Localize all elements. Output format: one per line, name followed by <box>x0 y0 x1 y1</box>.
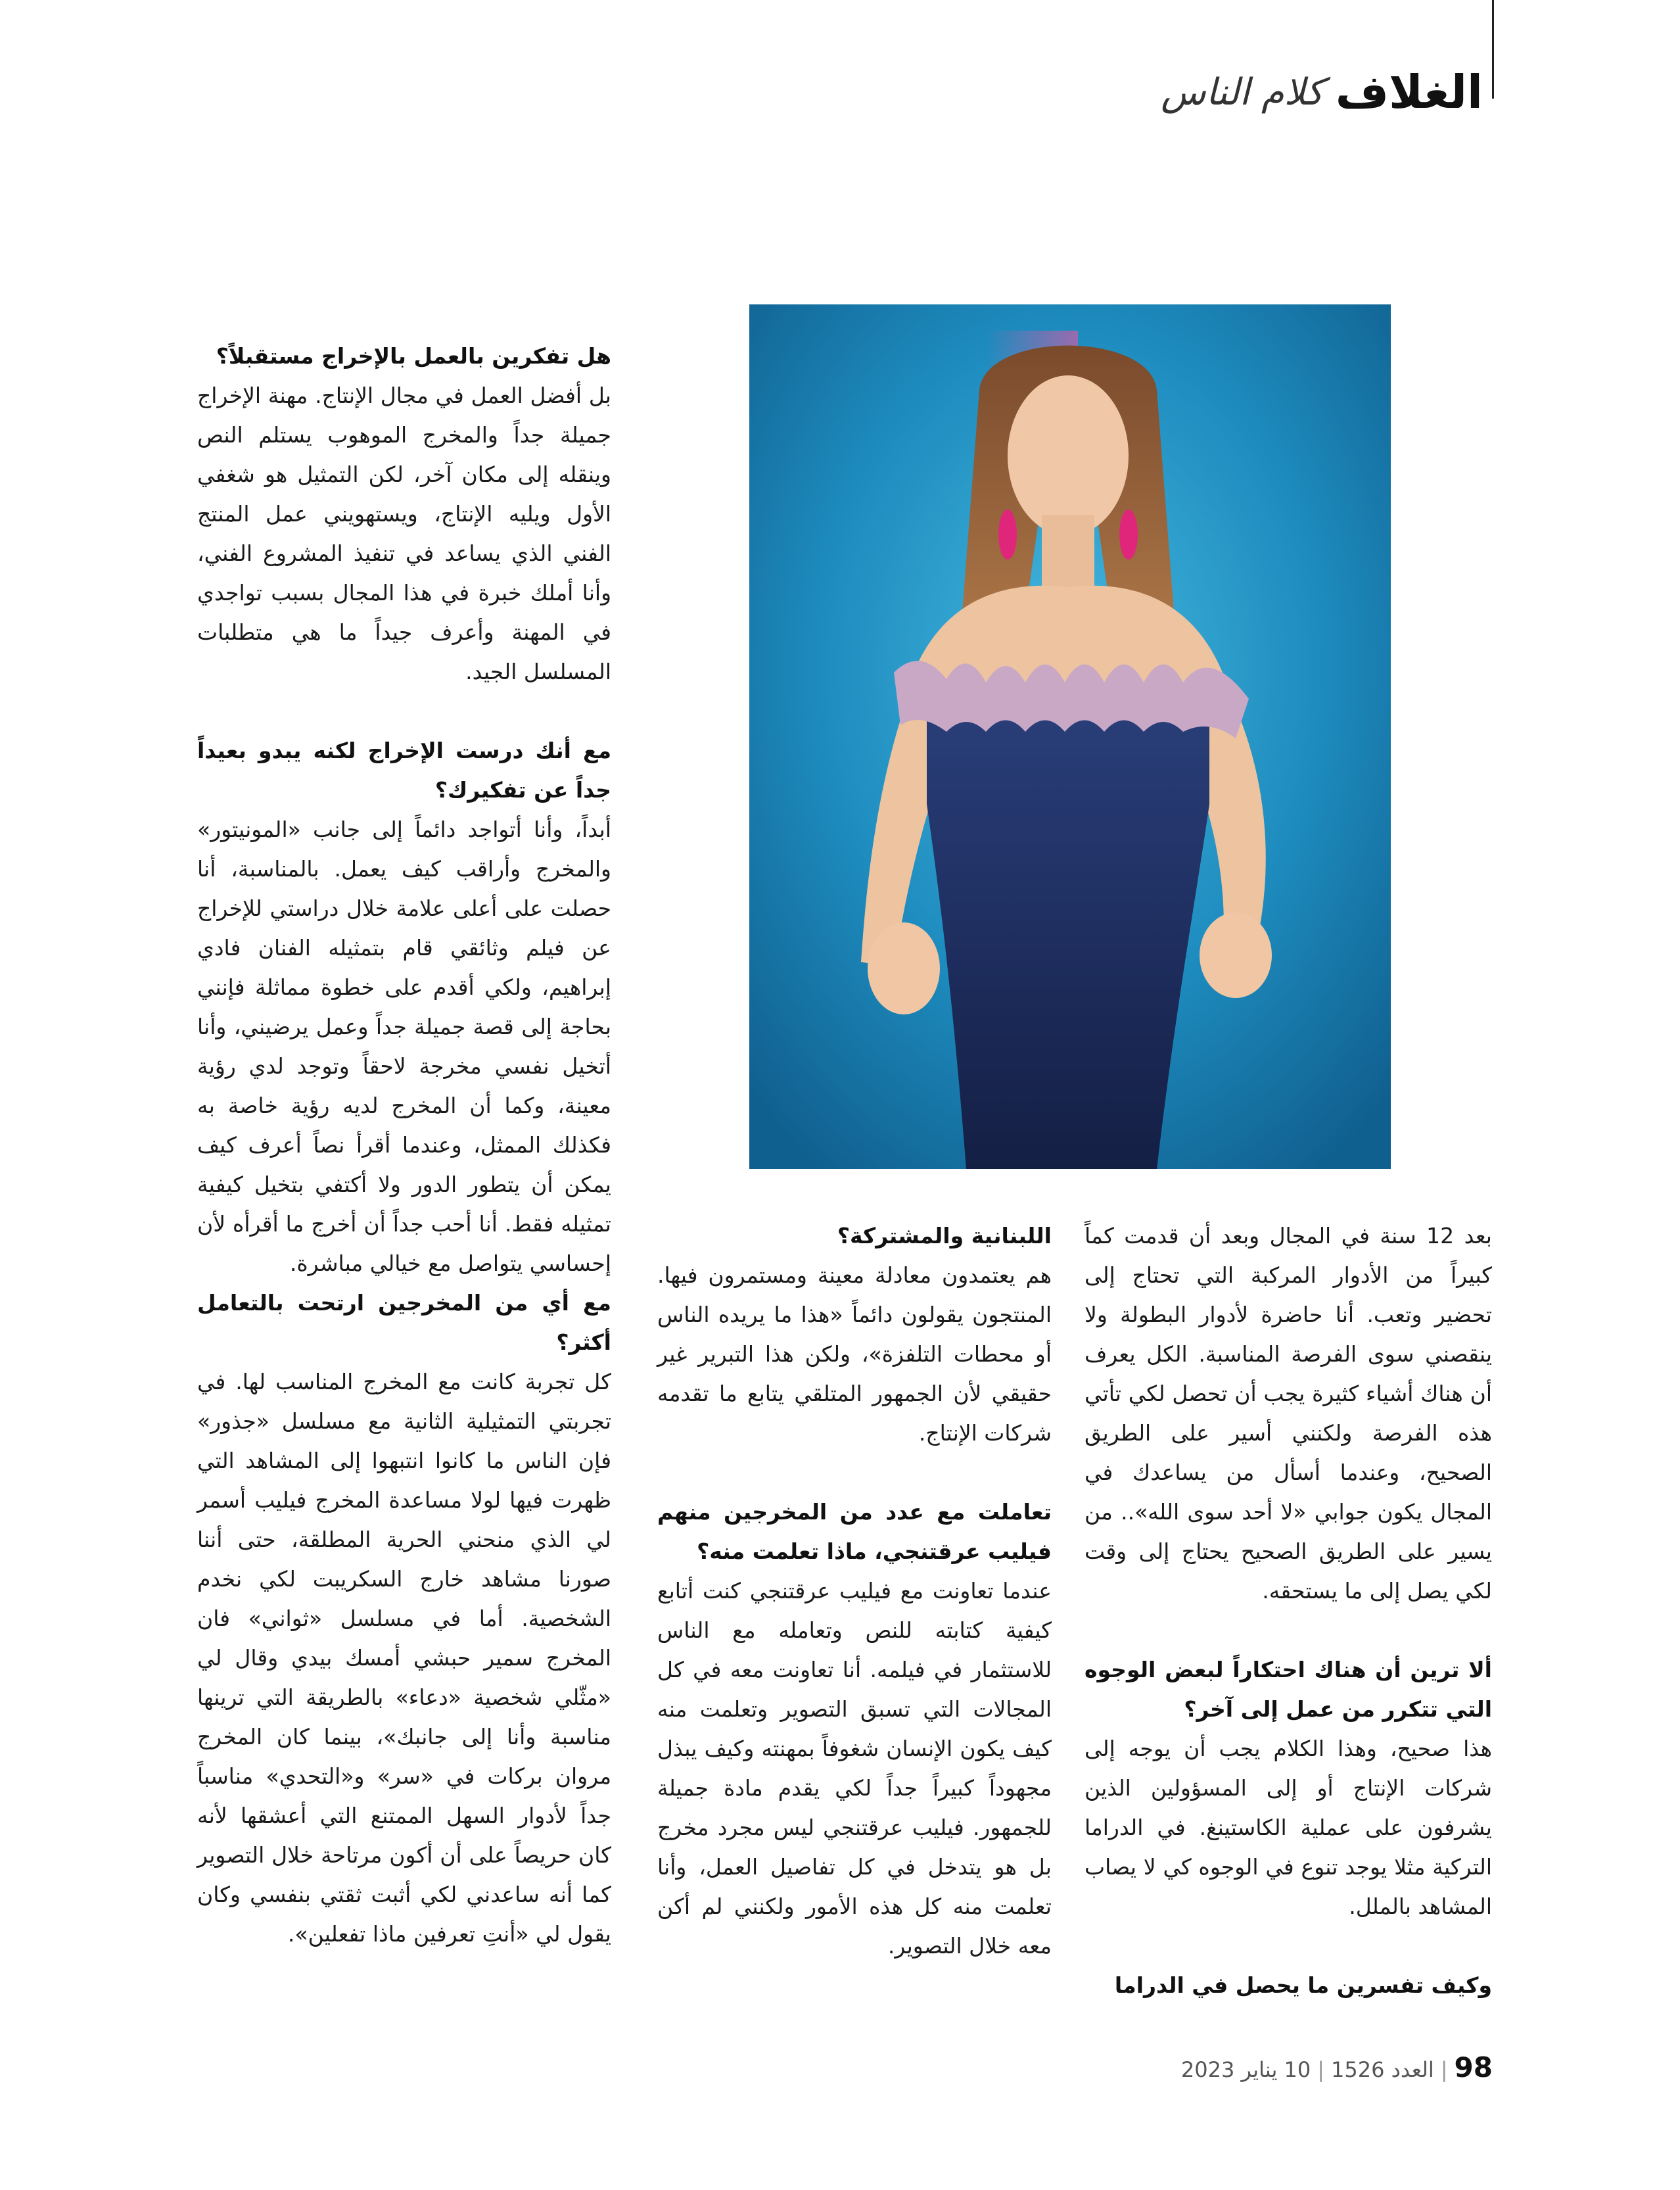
page-footer: 98 | العدد 1526 | 10 يناير 2023 <box>1180 2051 1493 2083</box>
question-heading: تعاملت مع عدد من المخرجين منهم فيليب عرقتنجي، ماذا تعلمت منه؟ <box>657 1499 1052 1564</box>
article-column-left <box>197 337 611 1954</box>
paragraph: بل أفضل العمل في مجال الإنتاج. مهنة الإخراج جميلة جداً والمخرج الموهوب يستلم النص وينقله إلى مكان آخر، لكن التمثيل هو شغفي الأول ويليه الإنتاج، ويستهويني عمل المنتج الفني الذي يساعد في تنفيذ المشروع الفني، وأنا أملك خبرة في هذا المجال بسبب تواجدي في المهنة وأعرف جيداً ما هي متطلبات المسلسل الجيد. <box>197 383 611 684</box>
question-heading: اللبنانية والمشتركة؟ <box>837 1223 1052 1249</box>
question-heading: مع أنك درست الإخراج لكنه يبدو بعيداً جداً عن تفكيرك؟ <box>197 738 611 803</box>
masthead <box>1161 62 1483 122</box>
portrait-illustration <box>749 304 1391 1169</box>
portrait-photo <box>749 304 1391 1169</box>
paragraph: بعد 12 سنة في المجال وبعد أن قدمت كماً كبيراً من الأدوار المركبة التي تحتاج إلى تحضير وتعب. أنا حاضرة لأدوار البطولة ولا ينقصني سوى الفرصة المناسبة. الكل يعرف أن هناك أشياء كثيرة يجب أن تحصل لكي تأتي هذه الفرصة ولكنني أسير على الطريق الصحيح، وعندما أسأل من يساعدك في المجال يكون جوابي «لا أحد سوى الله».. من يسير على الطريق الصحيح يحتاج إلى وقت لكي يصل إلى ما يستحقه. <box>1085 1223 1492 1604</box>
paragraph: عندما تعاونت مع فيليب عرقتنجي كنت أتابع كيفية كتابته للنص وتعامله مع الناس للاستثمار في فيلمه. أنا تعاونت معه في كل المجالات التي تسبق التصوير وتعلمت منه كيف يكون الإنسان شغوفاً بمهنته وكيف يبذل مجهوداً كبيراً جداً لكي يقدم مادة جميلة للجمهور. فيليب عرقتنجي ليس مجرد مخرج بل هو يتدخل في كل تفاصيل العمل، وأنا تعلمت منه كل هذه الأمور ولكنني لم أكن معه خلال التصوير. <box>657 1578 1052 1959</box>
page-number: 98 <box>1454 2051 1493 2083</box>
paragraph: هم يعتمدون معادلة معينة ومستمرون فيها. المنتجون يقولون دائماً «هذا ما يريده الناس أو محطات التلفزة»، ولكن هذا التبرير غير حقيقي لأن الجمهور المتلقي يتابع ما تقدمه شركات الإنتاج. <box>657 1262 1052 1446</box>
issue-date: 10 يناير 2023 <box>1180 2057 1311 2082</box>
question-heading: مع أي من المخرجين ارتحت بالتعامل أكثر؟ <box>197 1290 611 1355</box>
top-divider <box>1492 0 1494 99</box>
paragraph: كل تجربة كانت مع المخرج المناسب لها. في تجربتي التمثيلية الثانية مع مسلسل «جذور» فإن الناس ما كانوا انتبهوا إلى المشاهد التي ظهرت فيها لولا مساعدة المخرج فيليب أسمر لي الذي منحني الحرية المطلقة، حتى أننا صورنا مشاهد خارج السكريبت لكي نخدم الشخصية. أما في مسلسل «ثواني» فان المخرج سمير حبشي أمسك بيدي وقال لي «مثّلي شخصية «دعاء» بالطريقة التي ترينها مناسبة وأنا إلى جانبك»، بينما كان المخرج مروان بركات في «سر» و«التحدي» مناسباً جداً لأدوار السهل الممتنع التي أعشقها لأنه كان حريصاً على أن أكون مرتاحة خلال التصوير كما أنه ساعدني لكي أثبت ثقتي بنفسي وكان يقول لي «أنتِ تعرفين ماذا تفعلين». <box>197 1369 611 1947</box>
article-column-right <box>1085 1216 1492 2005</box>
question-heading: هل تفكرين بالعمل بالإخراج مستقبلاً؟ <box>216 343 611 369</box>
issue-number: العدد 1526 <box>1331 2057 1434 2082</box>
question-heading: ألا ترين أن هناك احتكاراً لبعض الوجوه التي تتكرر من عمل إلى آخر؟ <box>1085 1657 1492 1722</box>
paragraph: أبداً، وأنا أتواجد دائماً إلى جانب «المونيتور» والمخرج وأراقب كيف يعمل. بالمناسبة، أنا حصلت على أعلى علامة خلال دراستي للإخراج عن فيلم وثائقي قام بتمثيله الفنان فادي إبراهيم، ولكي أقدم على خطوة مماثلة فإنني بحاجة إلى قصة جميلة جداً وعمل يرضيني، وأنا أتخيل نفسي مخرجة لاحقاً وتوجد لدي رؤية معينة، وكما أن المخرج لديه رؤية خاصة به فكذلك الممثل، وعندما أقرأ نصاً أعرف كيف يمكن أن يتطور الدور ولا أكتفي بتخيل كيفية تمثيله فقط. أنا أحب جداً أن أخرج ما أقرأه لأن إحساسي يتواصل مع خيالي مباشرة. <box>197 817 611 1276</box>
paragraph: هذا صحيح، وهذا الكلام يجب أن يوجه إلى شركات الإنتاج أو إلى المسؤولين الذين يشرفون على عملية الكاستينغ. في الدراما التركية مثلا يوجد تنوع في الوجوه كي لا يصاب المشاهد بالملل. <box>1085 1736 1492 1919</box>
magazine-logo: كلام الناس <box>1161 70 1324 114</box>
question-heading: وكيف تفسرين ما يحصل في الدراما <box>1114 1972 1492 1998</box>
article-column-middle <box>657 1216 1052 1966</box>
section-title: الغلاف <box>1335 65 1483 119</box>
